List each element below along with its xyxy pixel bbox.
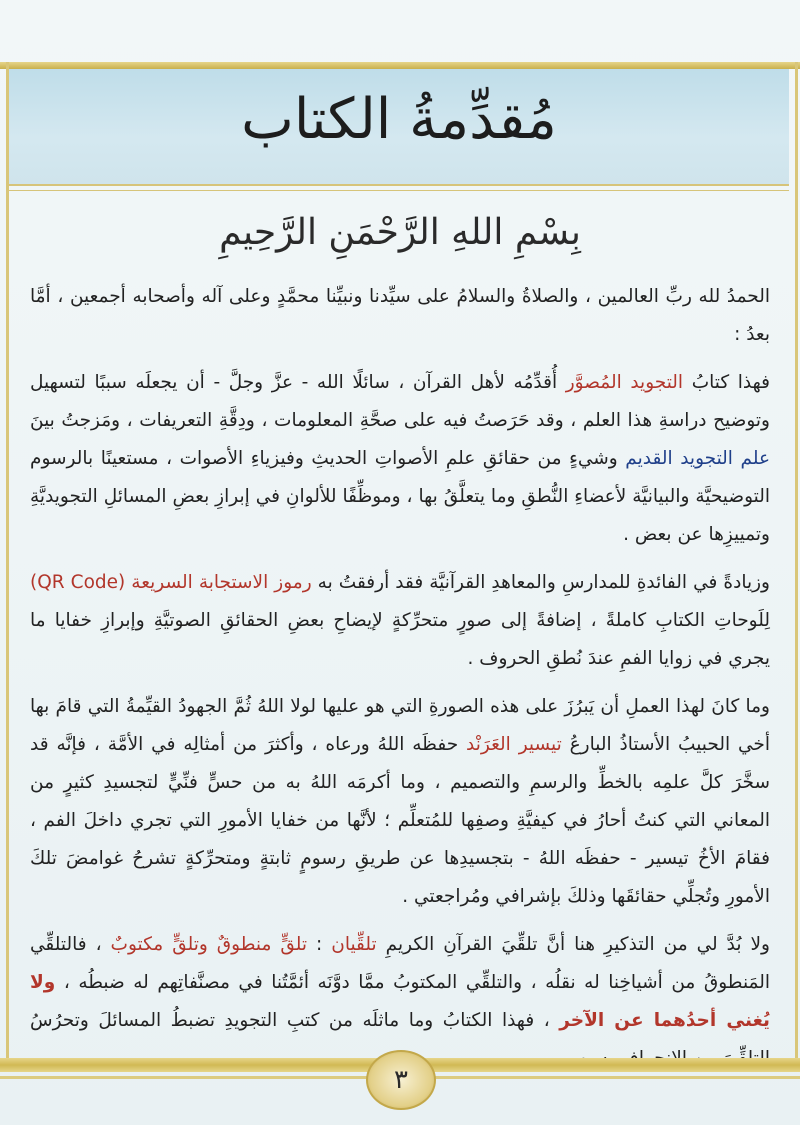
paragraph-text: : <box>307 934 332 955</box>
highlighted-text: رموز الاستجابة السريعة (QR Code) <box>30 572 312 593</box>
highlighted-text: علم التجويد القديم <box>625 448 770 469</box>
chapter-title: مُقدِّمةُ الكتاب <box>241 87 557 152</box>
page-number: ٣ <box>394 1065 408 1095</box>
basmala: بِسْمِ اللهِ الرَّحْمَنِ الرَّحِيمِ <box>219 212 581 253</box>
highlighted-text: تلقِّيان <box>331 934 377 955</box>
page-number-medallion <box>366 1050 436 1110</box>
highlighted-text: تيسير العَرَنْد <box>466 734 562 755</box>
chapter-header-banner <box>9 69 789 184</box>
paragraph-text: لِلَوحاتِ الكتابِ كاملةً ، إضافةً إلى صورٍ متحرِّكةٍ لإيضاحِ بعضِ الحقائقِ الصوتيَّةِ وإبرازِ خفايا ما يجري في زوايا الفمِ عندَ نُطقِ الحروف . <box>30 610 770 669</box>
paragraph-text: الحمدُ لله ربِّ العالمين ، والصلاةُ والسلامُ على سيِّدنا ونبيِّنا محمَّدٍ وعلى آله وأصحابه أجمعين ، أمَّا بعدُ : <box>30 286 770 345</box>
header-divider-thin <box>9 190 789 191</box>
paragraph <box>30 364 770 554</box>
paragraph-text: ، فالتلقِّي المَنطوقُ من أشياخِنا له نقلُه ، والتلقِّي المكتوبُ ممَّا دوَّنَه أئمَّتُنا في مصنَّفاتِهم له ضبطُه ، <box>30 934 770 993</box>
paragraph <box>30 688 770 916</box>
paragraph <box>30 278 770 354</box>
highlighted-text: التجويد المُصوَّر <box>565 372 684 393</box>
highlighted-text: تلقٍّ منطوقٌ وتلقٍّ مكتوبٌ <box>110 934 308 955</box>
paragraph-text: ، فهذا الكتابُ وما ماثلَه من كتبِ التجويدِ تضبطُ المسائلَ وتحرُسُ <box>30 1010 550 1031</box>
paragraph-text: ولا بُدَّ لي من التذكيرِ هنا أنَّ تلقِّيَ القرآنِ الكريمِ <box>376 934 770 955</box>
header-divider <box>9 184 789 186</box>
paragraph-text: وشيءٍ من حقائقِ علمِ الأصواتِ الحديثِ وفيزياءِ الأصوات ، مستعينًا بالرسوم التوضيحيَّة والبيانيَّة لأعضاءِ النُّطقِ وما يتعلَّقُ بها ، وموظِّفًا للألوانِ في إبرازِ بعضِ المسائلِ التجويديَّةِ وتمييزِها عن بعض . <box>30 448 770 545</box>
paragraph-text: وزيادةً في الفائدةِ للمدارسِ والمعاهدِ القرآنيَّة فقد أرفقتُ به <box>311 572 770 593</box>
paragraph <box>30 564 770 678</box>
paragraph-text: حفظَه اللهُ ورعاه ، وأكثرَ من أمثالِه في الأمَّة ، فإنَّه قد سخَّرَ كلَّ علمِه بالخطِّ والرسمِ والتصميم ، وما أكرمَه اللهُ به من حسٍّ فنِّيٍّ لتجسيدِ كثيرٍ من المعاني التي كنتُ أحارُ في كيفيَّةِ وصفِها للمُتعلِّم ؛ لأنَّها من خفايا الأمورِ التي تجري داخلَ الفم ، فقامَ الأخُ تيسير - حفظَه اللهُ - بتجسيدِها عن طريقِ رسومٍ ثابتةٍ ومتحرِّكةٍ تشرحُ غوامضَ تلكَ الأمورِ وتُجلِّي حقائقَها وذلكَ بإشرافي ومُراجعتي . <box>30 734 770 907</box>
highlighted-text: ولا يُغني أحدُهما عن الآخر <box>30 972 770 1031</box>
body-text <box>30 278 770 1088</box>
paragraph-text: أُقدِّمُه لأهل القرآن ، سائلًا الله - عزَّ وجلَّ - أن يجعلَه سببًا لتسهيل وتوضيح دراسةِ هذا العلم ، وقد حَرَصتُ فيه على صحَّةِ المعلومات ، ودِقَّةِ التعريفات ، ومَزجتُ بينَ <box>30 372 770 431</box>
paragraph-text: فهذا كتابُ <box>683 372 770 393</box>
paragraph-text: وما كانَ لهذا العملِ أن يَبرُزَ على هذه الصورةِ التي هو عليها لولا اللهُ ثُمَّ الجهودُ القيِّمةُ التي قامَ بها أخي الحبيبُ الأستاذُ البارعُ <box>30 696 771 755</box>
